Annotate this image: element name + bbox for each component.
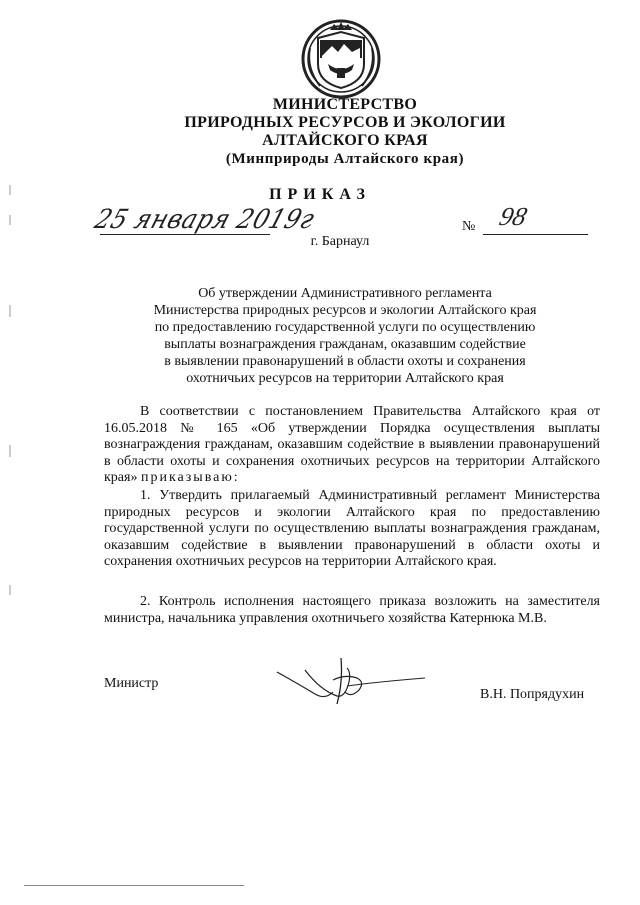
subject-line: Об утверждении Административного регламента xyxy=(198,286,492,301)
coat-of-arms-icon xyxy=(300,18,382,100)
subject-line: по предоставлению государственной услуги по осуществлению xyxy=(154,320,536,335)
handwritten-signature-icon xyxy=(275,652,435,712)
signatory-name: В.Н. Попрядухин xyxy=(480,687,585,702)
order-number-label: № xyxy=(462,219,476,234)
ministry-short-name: (Минприроды Алтайского края) xyxy=(225,151,465,167)
subject-line: Министерства природных ресурсов и экологии Алтайского края xyxy=(153,303,537,318)
ministry-title-line3: АЛТАЙСКОГО КРАЯ xyxy=(262,132,428,149)
scan-bottom-edge xyxy=(24,885,244,886)
ministry-title-line2: ПРИРОДНЫХ РЕСУРСОВ И ЭКОЛОГИИ xyxy=(184,114,506,131)
order-subject xyxy=(110,285,580,387)
order-number: 98 xyxy=(496,202,531,231)
order-city: г. Барнаул xyxy=(310,234,370,249)
order-title: ПРИКАЗ xyxy=(269,186,371,203)
scan-margin-marks xyxy=(8,185,12,605)
subject-line: охотничьих ресурсов на территории Алтайского края xyxy=(186,371,504,386)
subject-line: выплаты вознаграждения гражданам, оказавшим содействие xyxy=(164,337,526,352)
ministry-title-line1: МИНИСТЕРСТВО xyxy=(272,96,418,113)
order-command: приказываю: xyxy=(140,470,240,485)
clause-1-paragraph: 1. Утвердить прилагаемый Административный регламент Министерства природных ресурсов и экологии Алтайского края по предоставлению государственной услуги по осуществлению выплаты вознаграждения гражданам, оказавшим содействие в выявлении правонарушений в области охоты и сохранения охотничьих ресурсов на территории Алтайского края. xyxy=(104,488,600,569)
preamble-text: В соответствии с постановлением Правительства Алтайского края от 16.05.2018 № 165 «Об утверждении Порядка осуществления выплаты вознаграждения гражданам, оказавшим содействие в выявлении правонарушений в области охоты и сохранения охотничьих ресурсов на территории Алтайского края» xyxy=(104,404,600,485)
clause-2-paragraph: 2. Контроль исполнения настоящего приказа возложить на заместителя министра, начальника управления охотничьего хозяйства Катернюка М.В. xyxy=(104,594,600,626)
preamble-paragraph xyxy=(104,404,600,487)
subject-line: в выявлении правонарушений в области охоты и сохранения xyxy=(164,354,526,369)
signatory-position: Министр xyxy=(104,676,159,691)
order-date: 25 января 2019г xyxy=(90,203,319,235)
